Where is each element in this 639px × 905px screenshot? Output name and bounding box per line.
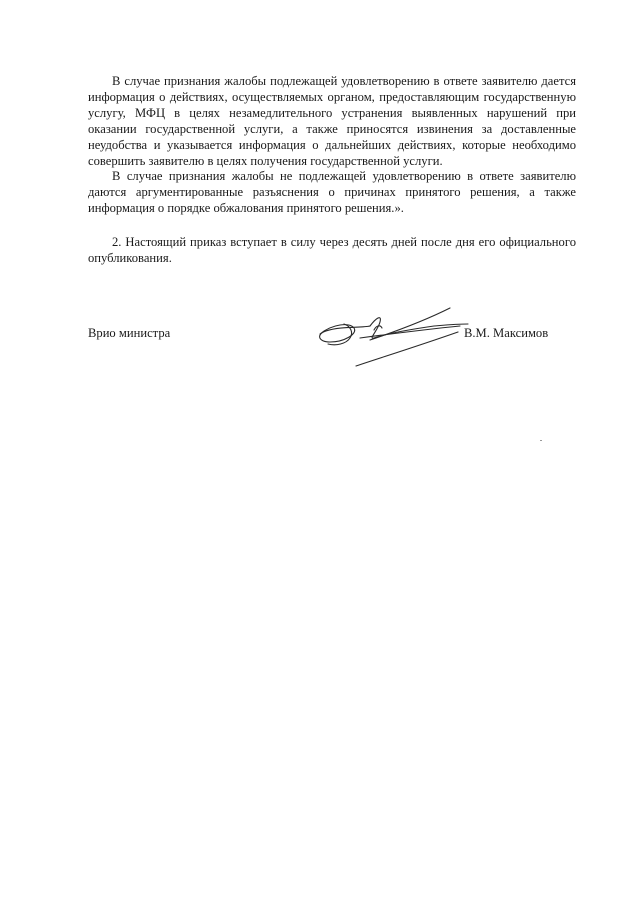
handwritten-signature	[310, 304, 470, 372]
signer-name: В.М. Максимов	[464, 326, 549, 340]
scan-artifact	[540, 440, 542, 441]
paragraph-complaint-rejected: В случае признания жалобы не подлежащей удовлетворению в ответе заявителю даются аргументированные разъяснения о причинах принятого решения, а также информация о порядке обжалования принятого решения.».	[88, 169, 576, 216]
signature-block	[88, 318, 588, 378]
paragraph-entry-into-force: 2. Настоящий приказ вступает в силу через десять дней после дня его официального опубликования.	[88, 235, 576, 266]
signer-position: Врио министра	[88, 326, 171, 340]
document-body	[88, 74, 576, 267]
paragraph-complaint-satisfied: В случае признания жалобы подлежащей удовлетворению в ответе заявителю дается информация о действиях, осуществляемых органом, предоставляющим государственную услугу, МФЦ в целях незамедлительного устранения выявленных нарушений при оказании государственной услуги, а также приносятся извинения за доставленные неудобства и указывается информация о дальнейших действиях, которые необходимо совершить заявителю в целях получения государственной услуги.	[88, 74, 576, 168]
